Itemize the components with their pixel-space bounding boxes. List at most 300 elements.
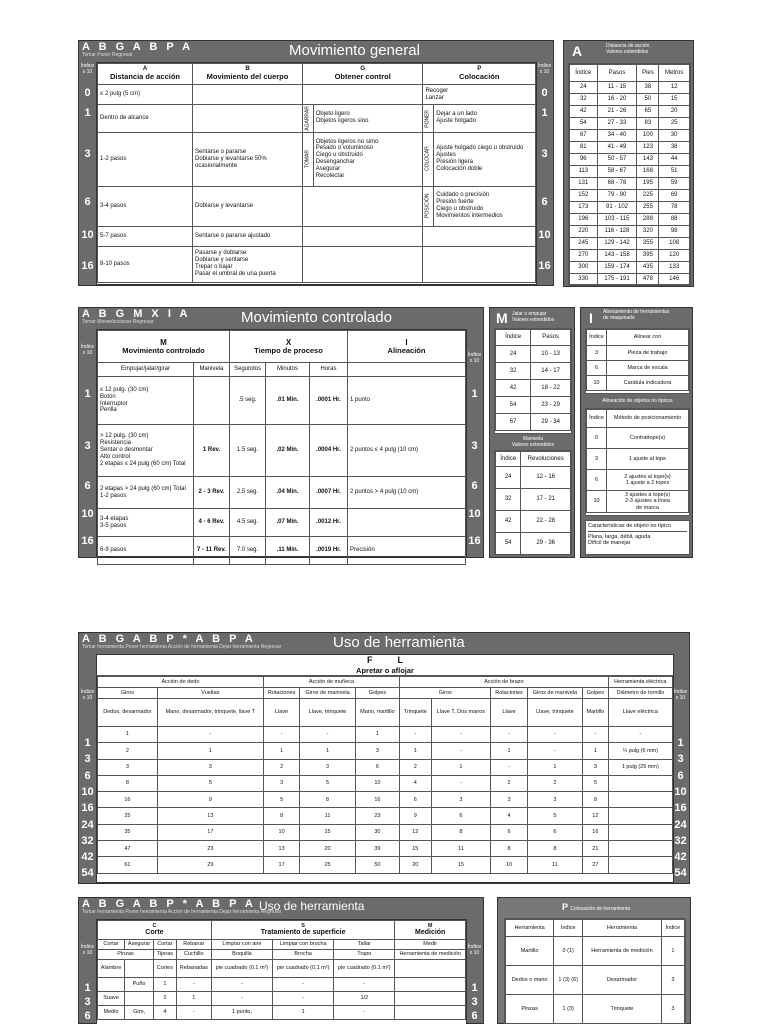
index-value: 24 bbox=[81, 818, 94, 831]
cell: Herramienta de medición bbox=[583, 937, 662, 966]
cell bbox=[193, 85, 303, 105]
cell: 100 bbox=[637, 130, 659, 142]
cell: 6 bbox=[431, 808, 491, 824]
cell: 41 - 49 bbox=[597, 142, 637, 154]
panel-title: Uso de herramienta bbox=[259, 899, 365, 913]
cell: 25 bbox=[659, 118, 690, 130]
sub-header: Horas bbox=[310, 363, 348, 377]
cell: 50 - 57 bbox=[597, 154, 637, 166]
cell: ¼ pulg (6 mm) bbox=[608, 743, 672, 759]
cell: 2 ajustes al tope(s) 1 ajuste a 2 topes bbox=[607, 470, 689, 491]
cell: 1 bbox=[400, 743, 431, 759]
table-row bbox=[570, 106, 690, 118]
col-header: Revoluciones bbox=[521, 452, 571, 467]
tool-header: Mano, martillo bbox=[355, 699, 399, 727]
sub-header: Rebanar bbox=[176, 940, 211, 950]
cell: 8 bbox=[300, 792, 355, 808]
cell: 8 bbox=[527, 841, 582, 857]
table-row bbox=[496, 467, 571, 489]
cell: 98 bbox=[659, 226, 690, 238]
cell: 6 bbox=[527, 824, 582, 840]
cell: 6 bbox=[400, 792, 431, 808]
cell: TOMAR bbox=[303, 132, 314, 186]
cell: 20 bbox=[300, 841, 355, 857]
cell: 21 - 26 bbox=[597, 106, 637, 118]
cell: Doblarse y levantarse bbox=[193, 186, 303, 226]
cell bbox=[608, 792, 672, 808]
cell: 255 bbox=[637, 202, 659, 214]
cell: 3 bbox=[431, 792, 491, 808]
cell: 17 bbox=[157, 824, 263, 840]
index-1: 1 bbox=[84, 107, 91, 119]
cell: 196 bbox=[570, 214, 598, 226]
cell: 131 bbox=[570, 178, 598, 190]
sub-header: Tijeras bbox=[154, 950, 177, 960]
cell: - bbox=[334, 1006, 395, 1020]
posicionamiento-table bbox=[585, 408, 690, 516]
cell: Dejar a un lado Ajuste holgado bbox=[434, 105, 536, 133]
table-row bbox=[496, 346, 571, 363]
cell: 6 bbox=[587, 470, 607, 491]
cell: 42 bbox=[570, 106, 598, 118]
cell: 2 puntos ≤ 4 pulg (10 cm) bbox=[348, 425, 466, 477]
cell: 3 ajustes a tope(s) 2-3 ajustes a línea de marca bbox=[607, 491, 689, 513]
cell: 5 bbox=[527, 808, 582, 824]
cell: 5-7 pasos bbox=[98, 226, 193, 246]
cell: 3 bbox=[587, 449, 607, 470]
cell: 270 bbox=[570, 250, 598, 262]
cell: - bbox=[491, 759, 528, 775]
cell: 1 Rev. bbox=[194, 425, 230, 477]
col-header: Índice bbox=[496, 452, 521, 467]
cell: 2 bbox=[154, 992, 177, 1006]
tool-header: Dedos, desarmador bbox=[98, 699, 158, 727]
cell: 8 bbox=[583, 792, 609, 808]
index-value: 6 bbox=[677, 769, 684, 782]
cell: Marca de escala bbox=[607, 361, 689, 376]
cell bbox=[423, 226, 536, 246]
index-value: 10 bbox=[674, 785, 687, 798]
index-value: 1 bbox=[677, 737, 684, 749]
cell: 1/2 bbox=[334, 992, 395, 1006]
index-16: 16 bbox=[81, 535, 94, 547]
cell: 1 punto bbox=[348, 377, 466, 425]
table-row bbox=[570, 94, 690, 106]
colocacion-body bbox=[506, 937, 685, 1024]
cell: 2.5 seg. bbox=[230, 477, 266, 509]
cell: 9 bbox=[157, 792, 263, 808]
cell: Cuidado o precisión Presión fuerte Ciego u obstruido Movimientos intermedios bbox=[434, 186, 536, 226]
cell: 1 bbox=[431, 759, 491, 775]
col-header: Metros bbox=[659, 65, 690, 82]
cell: 11 bbox=[300, 808, 355, 824]
cell bbox=[303, 186, 423, 226]
sub-header: Manivela bbox=[194, 363, 230, 377]
cell bbox=[423, 246, 536, 282]
cell: 1 bbox=[273, 1006, 334, 1020]
sub-header: Brocha bbox=[273, 950, 334, 960]
table-row bbox=[98, 841, 673, 857]
cell: 6 bbox=[491, 824, 528, 840]
cell: 27 - 33 bbox=[597, 118, 637, 130]
cell: 330 bbox=[570, 274, 598, 286]
cell: 2 puntos > 4 pulg (10 cm) bbox=[348, 477, 466, 509]
cell: 30 bbox=[355, 824, 399, 840]
index-value: 54 bbox=[81, 867, 94, 880]
fl-name: Apretar o aflojar bbox=[97, 665, 673, 676]
table-row bbox=[98, 377, 466, 425]
cell: 59 bbox=[659, 178, 690, 190]
table-row bbox=[98, 509, 466, 537]
cell: 8-10 pasos bbox=[98, 246, 193, 282]
sub-header: Giros de manivela bbox=[527, 688, 582, 699]
cell: Pieza de trabajo bbox=[607, 346, 689, 361]
table-row bbox=[98, 105, 536, 133]
cell: 1.5 seg. bbox=[230, 425, 266, 477]
cell: 25 bbox=[300, 857, 355, 873]
controlado-body bbox=[98, 377, 466, 565]
cell: 108 bbox=[659, 238, 690, 250]
cell: .0004 Hr. bbox=[310, 425, 348, 477]
index-value: 16 bbox=[674, 802, 687, 815]
cell: 143 - 158 bbox=[597, 250, 637, 262]
cell: - bbox=[491, 727, 528, 743]
movimiento-controlado-table bbox=[96, 329, 467, 557]
cell: .07 Min. bbox=[266, 509, 310, 537]
index-column-right bbox=[536, 83, 553, 285]
cell: 78 bbox=[659, 202, 690, 214]
panel-letter: A bbox=[572, 43, 583, 59]
col-header: Índice bbox=[554, 920, 583, 937]
index-16: 16 bbox=[468, 535, 481, 547]
cell: 61 bbox=[98, 857, 158, 873]
cell: 38 bbox=[637, 82, 659, 94]
cell: 1 punto, bbox=[211, 1006, 272, 1020]
panel-letter: P Colocación de herramienta bbox=[562, 902, 631, 912]
table-row bbox=[570, 166, 690, 178]
alinear-body bbox=[587, 346, 689, 391]
sub-header-row bbox=[98, 688, 673, 699]
cell: 10 bbox=[263, 824, 300, 840]
index-0: 0 bbox=[541, 87, 548, 99]
cell bbox=[125, 992, 154, 1006]
table-row bbox=[570, 118, 690, 130]
index-1: 1 bbox=[471, 388, 478, 400]
col-c: C Corte bbox=[98, 921, 212, 940]
cell: 24 bbox=[570, 82, 598, 94]
cell: 15 bbox=[659, 94, 690, 106]
cell: 245 bbox=[570, 238, 598, 250]
cell: 159 - 174 bbox=[597, 262, 637, 274]
panel-movimiento-controlado bbox=[78, 307, 484, 558]
cell: Precisión bbox=[348, 537, 466, 565]
sub-header: Herramienta de medición bbox=[395, 950, 466, 960]
cell: 16 bbox=[355, 792, 399, 808]
cell: 1 bbox=[355, 727, 399, 743]
cell: - bbox=[334, 978, 395, 992]
index-value: 3 bbox=[677, 753, 684, 766]
cell: 1-2 pasos bbox=[98, 132, 193, 186]
cell: 4 bbox=[400, 775, 431, 791]
cell: 39 bbox=[355, 841, 399, 857]
cell: 14 - 17 bbox=[531, 363, 571, 380]
cell: 3 bbox=[661, 995, 684, 1024]
table-row bbox=[496, 380, 571, 397]
sub-header: Asegurar bbox=[125, 940, 154, 950]
cell: 83 bbox=[637, 118, 659, 130]
cell: 16 bbox=[583, 824, 609, 840]
cell bbox=[608, 808, 672, 824]
cell: - bbox=[211, 992, 272, 1006]
panel-movimiento-general bbox=[78, 40, 554, 286]
cell: Contrattope(s) bbox=[607, 428, 689, 449]
cell: Objetos ligeros no simo Pesado o voluminoso Ciego u obstruido Desenganchar Asegurar Recolectar bbox=[313, 132, 423, 186]
cell: 288 bbox=[637, 214, 659, 226]
cell: Recoger Lanzar bbox=[423, 85, 536, 105]
index-1: 1 bbox=[541, 107, 548, 119]
cell: 8 bbox=[431, 824, 491, 840]
cell: 129 - 142 bbox=[597, 238, 637, 250]
cell: 113 bbox=[570, 166, 598, 178]
cell: 1 bbox=[157, 743, 263, 759]
cell: 12 bbox=[659, 82, 690, 94]
cell bbox=[395, 992, 466, 1006]
cell: 0 (1) bbox=[554, 937, 583, 966]
cell: Trinquete bbox=[583, 995, 662, 1024]
cell: 10 bbox=[355, 775, 399, 791]
cell: 67 bbox=[496, 414, 531, 431]
index-6: 6 bbox=[471, 480, 478, 492]
sub-header: Boquilla bbox=[211, 950, 272, 960]
cell: 18 - 22 bbox=[531, 380, 571, 397]
cell: 1 bbox=[98, 727, 158, 743]
index-0: 0 bbox=[84, 87, 91, 99]
sub-header: Cortar bbox=[98, 940, 125, 950]
col-header: Índice bbox=[661, 920, 684, 937]
sub-header: Empujar/jalar/girar bbox=[98, 363, 194, 377]
cell: 300 bbox=[570, 262, 598, 274]
col-p: P Colocación bbox=[423, 64, 536, 85]
index-1: 1 bbox=[84, 388, 91, 400]
cell: 32 bbox=[496, 489, 521, 511]
cell: 13 bbox=[263, 841, 300, 857]
cell: Ajuste holgado ciego u obstruido Ajustes Presión ligera Colocación doble bbox=[434, 132, 536, 186]
cell: - bbox=[431, 727, 491, 743]
col-header: Pasos bbox=[531, 330, 571, 346]
col-s: S Tratamiento de superficie bbox=[211, 921, 394, 940]
cell: Sentarse o pararse ajustado bbox=[193, 226, 303, 246]
cell: 103 - 115 bbox=[597, 214, 637, 226]
table-row bbox=[570, 82, 690, 94]
cell: 1 pulg (25 mm) bbox=[608, 759, 672, 775]
cell: 2 bbox=[527, 775, 582, 791]
cell: 3 bbox=[583, 759, 609, 775]
cell: 3-4 pasos bbox=[98, 186, 193, 226]
panel-uso-herramienta-csm bbox=[78, 897, 484, 1024]
cell: Martillo bbox=[506, 937, 554, 966]
index-value: 1 bbox=[84, 982, 91, 994]
cell: 2 bbox=[491, 775, 528, 791]
sequence-model: A B G A B P A bbox=[82, 41, 194, 53]
cell: POSICIÓN bbox=[423, 186, 434, 226]
sequence-legend: Tomar Mover/accionar Regresar bbox=[82, 319, 154, 325]
cell: 123 bbox=[637, 142, 659, 154]
table-row bbox=[98, 186, 536, 226]
index-column-left bbox=[79, 83, 96, 285]
col-g: G Obtener control bbox=[303, 64, 423, 85]
cell: 11 bbox=[431, 841, 491, 857]
cell: Carátula indicadora bbox=[607, 376, 689, 391]
cell: 9 bbox=[400, 808, 431, 824]
col-a: A Distancia de acción bbox=[98, 64, 193, 85]
index-10: 10 bbox=[81, 508, 94, 520]
index-6: 6 bbox=[541, 196, 548, 208]
cell: 10 bbox=[587, 491, 607, 513]
cell: 3 bbox=[355, 743, 399, 759]
cell: 38 bbox=[659, 142, 690, 154]
sequence-legend: Tomar Poner Regresar bbox=[82, 52, 133, 58]
revoluciones-body bbox=[496, 467, 571, 555]
table-row bbox=[587, 491, 689, 513]
col-i: I Alineación bbox=[348, 331, 466, 363]
cell: 44 bbox=[659, 154, 690, 166]
group-header: Acción de dedo bbox=[98, 677, 264, 688]
table-row bbox=[496, 511, 571, 533]
cell: 1 (3) (6) bbox=[554, 966, 583, 995]
col-header: Índice bbox=[496, 330, 531, 346]
sequence-model: A B G A B P * A B P A bbox=[82, 633, 256, 645]
table-row bbox=[98, 1006, 466, 1020]
table-row bbox=[570, 274, 690, 286]
extended-values-body bbox=[570, 82, 690, 286]
sub-header: Pinzas bbox=[98, 950, 154, 960]
table-row bbox=[570, 130, 690, 142]
col-header: Herramienta bbox=[583, 920, 662, 937]
col-header: Método de posicionamiento bbox=[607, 410, 689, 428]
tool-header: Mano, desarmador, trinquete, llave T bbox=[157, 699, 263, 727]
table-row bbox=[98, 477, 466, 509]
cell: 11 - 15 bbox=[597, 82, 637, 94]
cell: 3 bbox=[587, 346, 607, 361]
cell bbox=[608, 824, 672, 840]
cell: 24 bbox=[496, 467, 521, 489]
panel-letter: I bbox=[589, 310, 593, 326]
cell bbox=[193, 105, 303, 133]
unit-header: pie cuadrado (0.1 m²) bbox=[273, 960, 334, 978]
index-16: 16 bbox=[538, 260, 551, 272]
cell: .02 Min. bbox=[266, 425, 310, 477]
index-column-left bbox=[79, 982, 96, 1024]
table-row bbox=[570, 226, 690, 238]
index-header-left: Índice x 10 bbox=[80, 344, 95, 356]
cell: 23 bbox=[157, 841, 263, 857]
index-value: 10 bbox=[81, 785, 94, 798]
cell: 173 bbox=[570, 202, 598, 214]
table-row bbox=[496, 533, 571, 555]
cell: 478 bbox=[637, 274, 659, 286]
unit-header: pie cuadrado (0.1 m²) bbox=[211, 960, 272, 978]
cell: 220 bbox=[570, 226, 598, 238]
cell: 1 bbox=[583, 743, 609, 759]
index-header-right: Índice x 10 bbox=[467, 352, 482, 364]
cell: 24 bbox=[496, 346, 531, 363]
cell: 152 bbox=[570, 190, 598, 202]
cell: 3 bbox=[157, 759, 263, 775]
cell: 3 bbox=[527, 792, 582, 808]
panel-subtitle-2: Manivela Valores extendidos bbox=[511, 436, 555, 448]
table-row bbox=[570, 142, 690, 154]
cell: - bbox=[176, 978, 211, 992]
cell: 6 bbox=[587, 361, 607, 376]
cell: 2 bbox=[98, 743, 158, 759]
cell: 34 - 40 bbox=[597, 130, 637, 142]
cell: 79 - 90 bbox=[597, 190, 637, 202]
table-row bbox=[98, 226, 536, 246]
cell: Medio bbox=[98, 1006, 125, 1020]
sub-header-empty bbox=[348, 363, 466, 377]
index-column-right bbox=[466, 982, 483, 1024]
sub-header: Minutos bbox=[266, 363, 310, 377]
apretar-body bbox=[98, 727, 673, 874]
cell bbox=[303, 246, 423, 282]
index-header-left: Índice x 10 bbox=[80, 689, 95, 701]
sub-header: Segundos bbox=[230, 363, 266, 377]
sub-header-row bbox=[98, 940, 466, 950]
panel-subtitle-2: Alineación de objetos no típicos bbox=[602, 398, 673, 404]
index-value: 32 bbox=[674, 834, 687, 847]
col-x: X Tiempo de proceso bbox=[230, 331, 348, 363]
table-row bbox=[587, 361, 689, 376]
cell: 29 - 34 bbox=[531, 414, 571, 431]
table-row bbox=[506, 995, 685, 1024]
cell: 51 bbox=[659, 166, 690, 178]
index-value: 3 bbox=[84, 753, 91, 766]
cell bbox=[395, 1006, 466, 1020]
cell bbox=[395, 978, 466, 992]
cell: Sentarse o pararse Doblarse y levantarse 50% ocasionalmente bbox=[193, 132, 303, 186]
cell bbox=[303, 85, 423, 105]
group-header: Acción de brazo bbox=[400, 677, 609, 688]
col-header: Índice bbox=[587, 330, 607, 346]
cell: 0 bbox=[587, 428, 607, 449]
cell: 27 bbox=[583, 857, 609, 873]
extended-values-table bbox=[568, 63, 691, 285]
table-row bbox=[570, 202, 690, 214]
table-row bbox=[587, 470, 689, 491]
table-row bbox=[98, 992, 466, 1006]
cell: 8 bbox=[263, 808, 300, 824]
table-row bbox=[506, 937, 685, 966]
cell: 225 bbox=[637, 190, 659, 202]
cell: Desarmador bbox=[583, 966, 662, 995]
sub-header: Cortar bbox=[154, 940, 177, 950]
cell: 1 bbox=[491, 743, 528, 759]
index-16: 16 bbox=[81, 260, 94, 272]
cell: - bbox=[300, 727, 355, 743]
cell: Puño bbox=[125, 978, 154, 992]
index-value: 3 bbox=[84, 996, 91, 1008]
index-value: 1 bbox=[84, 737, 91, 749]
cell: 15 bbox=[300, 824, 355, 840]
cell: 29 bbox=[157, 857, 263, 873]
index-value: 6 bbox=[84, 1010, 91, 1022]
cell: 22 - 28 bbox=[521, 511, 571, 533]
cell: 8 bbox=[491, 841, 528, 857]
cell bbox=[608, 841, 672, 857]
sub-header: Giros de manivela bbox=[300, 688, 355, 699]
cell: .01 Min. bbox=[266, 377, 310, 425]
cell: 67 bbox=[570, 130, 598, 142]
